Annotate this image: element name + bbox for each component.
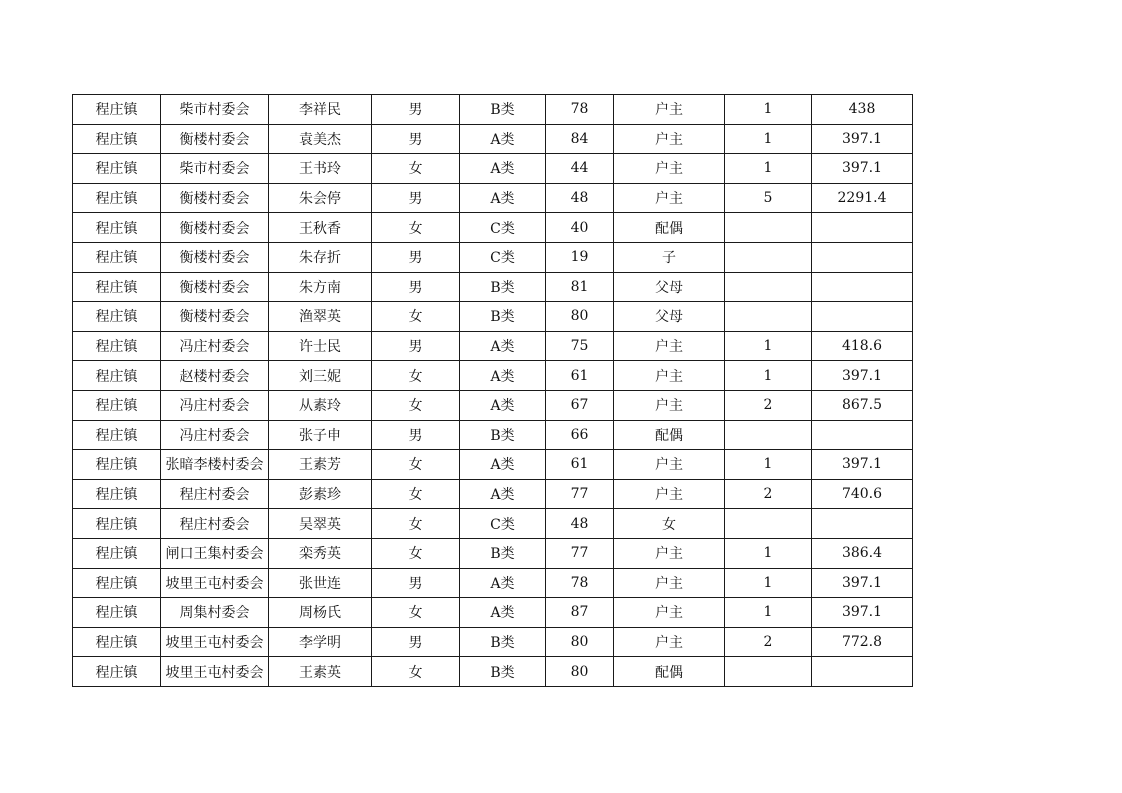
category-cell: B类: [460, 657, 546, 687]
age-cell: 48: [546, 183, 614, 213]
household-size-cell: [725, 213, 812, 243]
town-cell: 程庄镇: [73, 183, 161, 213]
amount-cell: 438: [812, 95, 913, 125]
gender-cell: 女: [372, 213, 460, 243]
category-cell: A类: [460, 390, 546, 420]
amount-cell: [812, 509, 913, 539]
town-cell: 程庄镇: [73, 154, 161, 184]
category-cell: A类: [460, 479, 546, 509]
household-size-cell: 1: [725, 154, 812, 184]
name-cell: 朱方南: [269, 272, 372, 302]
table-row: [73, 95, 913, 125]
gender-cell: 男: [372, 95, 460, 125]
age-cell: 80: [546, 302, 614, 332]
village-committee-cell: 程庄村委会: [161, 509, 269, 539]
village-committee-cell: 坡里王屯村委会: [161, 657, 269, 687]
town-cell: 程庄镇: [73, 361, 161, 391]
gender-cell: 男: [372, 272, 460, 302]
table-row: [73, 154, 913, 184]
relation-cell: 户主: [614, 450, 725, 480]
town-cell: 程庄镇: [73, 479, 161, 509]
town-cell: 程庄镇: [73, 331, 161, 361]
table-row: [73, 272, 913, 302]
age-cell: 78: [546, 568, 614, 598]
household-size-cell: 1: [725, 331, 812, 361]
category-cell: A类: [460, 183, 546, 213]
town-cell: 程庄镇: [73, 509, 161, 539]
age-cell: 61: [546, 450, 614, 480]
name-cell: 从素玲: [269, 390, 372, 420]
relation-cell: 户主: [614, 331, 725, 361]
village-committee-cell: 冯庄村委会: [161, 390, 269, 420]
town-cell: 程庄镇: [73, 95, 161, 125]
name-cell: 李学明: [269, 627, 372, 657]
town-cell: 程庄镇: [73, 598, 161, 628]
gender-cell: 女: [372, 479, 460, 509]
category-cell: B类: [460, 627, 546, 657]
relation-cell: 户主: [614, 479, 725, 509]
age-cell: 78: [546, 95, 614, 125]
table-row: [73, 242, 913, 272]
village-committee-cell: 张暗李楼村委会: [161, 450, 269, 480]
town-cell: 程庄镇: [73, 420, 161, 450]
village-committee-cell: 冯庄村委会: [161, 331, 269, 361]
household-size-cell: [725, 420, 812, 450]
relation-cell: 户主: [614, 598, 725, 628]
category-cell: A类: [460, 124, 546, 154]
table-row: [73, 538, 913, 568]
town-cell: 程庄镇: [73, 627, 161, 657]
village-committee-cell: 衡楼村委会: [161, 302, 269, 332]
table-row: [73, 420, 913, 450]
household-size-cell: 1: [725, 568, 812, 598]
household-size-cell: 1: [725, 361, 812, 391]
table-row: [73, 183, 913, 213]
relation-cell: 户主: [614, 361, 725, 391]
gender-cell: 女: [372, 361, 460, 391]
category-cell: A类: [460, 598, 546, 628]
table-row: [73, 598, 913, 628]
household-size-cell: 2: [725, 479, 812, 509]
village-committee-cell: 坡里王屯村委会: [161, 568, 269, 598]
village-committee-cell: 周集村委会: [161, 598, 269, 628]
relation-cell: 户主: [614, 390, 725, 420]
village-committee-cell: 衡楼村委会: [161, 242, 269, 272]
relation-cell: 户主: [614, 538, 725, 568]
table-row: [73, 124, 913, 154]
amount-cell: [812, 213, 913, 243]
household-size-cell: 1: [725, 598, 812, 628]
relation-cell: 户主: [614, 95, 725, 125]
table-row: [73, 627, 913, 657]
town-cell: 程庄镇: [73, 450, 161, 480]
amount-cell: 2291.4: [812, 183, 913, 213]
amount-cell: 397.1: [812, 568, 913, 598]
age-cell: 48: [546, 509, 614, 539]
name-cell: 吴翠英: [269, 509, 372, 539]
village-committee-cell: 柴市村委会: [161, 154, 269, 184]
village-committee-cell: 冯庄村委会: [161, 420, 269, 450]
gender-cell: 男: [372, 627, 460, 657]
table-row: [73, 213, 913, 243]
table-row: [73, 361, 913, 391]
name-cell: 朱会停: [269, 183, 372, 213]
name-cell: 袁美杰: [269, 124, 372, 154]
town-cell: 程庄镇: [73, 272, 161, 302]
category-cell: A类: [460, 568, 546, 598]
village-committee-cell: 程庄村委会: [161, 479, 269, 509]
table-row: [73, 568, 913, 598]
town-cell: 程庄镇: [73, 213, 161, 243]
household-size-cell: 2: [725, 627, 812, 657]
age-cell: 61: [546, 361, 614, 391]
relation-cell: 户主: [614, 627, 725, 657]
age-cell: 77: [546, 479, 614, 509]
village-committee-cell: 坡里王屯村委会: [161, 627, 269, 657]
gender-cell: 女: [372, 450, 460, 480]
amount-cell: 397.1: [812, 361, 913, 391]
category-cell: B类: [460, 420, 546, 450]
household-size-cell: 5: [725, 183, 812, 213]
relation-cell: 户主: [614, 568, 725, 598]
village-committee-cell: 衡楼村委会: [161, 213, 269, 243]
table-row: [73, 302, 913, 332]
village-committee-cell: 赵楼村委会: [161, 361, 269, 391]
age-cell: 81: [546, 272, 614, 302]
relation-cell: 女: [614, 509, 725, 539]
age-cell: 84: [546, 124, 614, 154]
age-cell: 67: [546, 390, 614, 420]
amount-cell: 740.6: [812, 479, 913, 509]
relation-cell: 户主: [614, 154, 725, 184]
name-cell: 周杨氏: [269, 598, 372, 628]
name-cell: 王书玲: [269, 154, 372, 184]
age-cell: 44: [546, 154, 614, 184]
household-size-cell: 1: [725, 95, 812, 125]
gender-cell: 男: [372, 331, 460, 361]
gender-cell: 女: [372, 302, 460, 332]
gender-cell: 男: [372, 124, 460, 154]
name-cell: 王素英: [269, 657, 372, 687]
gender-cell: 女: [372, 509, 460, 539]
relation-cell: 配偶: [614, 420, 725, 450]
amount-cell: 397.1: [812, 124, 913, 154]
town-cell: 程庄镇: [73, 124, 161, 154]
category-cell: B类: [460, 272, 546, 302]
gender-cell: 女: [372, 154, 460, 184]
relation-cell: 户主: [614, 183, 725, 213]
category-cell: B类: [460, 538, 546, 568]
table-row: [73, 390, 913, 420]
amount-cell: [812, 420, 913, 450]
name-cell: 许士民: [269, 331, 372, 361]
amount-cell: [812, 242, 913, 272]
age-cell: 40: [546, 213, 614, 243]
amount-cell: 867.5: [812, 390, 913, 420]
table-row: [73, 509, 913, 539]
category-cell: B类: [460, 95, 546, 125]
records-table: [72, 94, 913, 687]
age-cell: 66: [546, 420, 614, 450]
relation-cell: 父母: [614, 272, 725, 302]
age-cell: 80: [546, 627, 614, 657]
age-cell: 80: [546, 657, 614, 687]
category-cell: A类: [460, 154, 546, 184]
amount-cell: [812, 302, 913, 332]
records-table-body: [73, 95, 913, 687]
gender-cell: 女: [372, 598, 460, 628]
amount-cell: [812, 272, 913, 302]
town-cell: 程庄镇: [73, 538, 161, 568]
gender-cell: 男: [372, 420, 460, 450]
name-cell: 张世连: [269, 568, 372, 598]
name-cell: 刘三妮: [269, 361, 372, 391]
relation-cell: 配偶: [614, 657, 725, 687]
age-cell: 77: [546, 538, 614, 568]
age-cell: 75: [546, 331, 614, 361]
category-cell: A类: [460, 361, 546, 391]
gender-cell: 男: [372, 568, 460, 598]
name-cell: 渔翠英: [269, 302, 372, 332]
household-size-cell: [725, 302, 812, 332]
age-cell: 19: [546, 242, 614, 272]
age-cell: 87: [546, 598, 614, 628]
category-cell: B类: [460, 302, 546, 332]
name-cell: 王素芳: [269, 450, 372, 480]
name-cell: 朱存折: [269, 242, 372, 272]
amount-cell: [812, 657, 913, 687]
household-size-cell: [725, 242, 812, 272]
category-cell: A类: [460, 450, 546, 480]
name-cell: 张子申: [269, 420, 372, 450]
village-committee-cell: 衡楼村委会: [161, 183, 269, 213]
amount-cell: 772.8: [812, 627, 913, 657]
table-row: [73, 479, 913, 509]
household-size-cell: 1: [725, 450, 812, 480]
category-cell: C类: [460, 242, 546, 272]
gender-cell: 女: [372, 538, 460, 568]
category-cell: A类: [460, 331, 546, 361]
household-size-cell: 1: [725, 538, 812, 568]
table-row: [73, 331, 913, 361]
amount-cell: 397.1: [812, 450, 913, 480]
village-committee-cell: 柴市村委会: [161, 95, 269, 125]
village-committee-cell: 闸口王集村委会: [161, 538, 269, 568]
name-cell: 彭素珍: [269, 479, 372, 509]
gender-cell: 女: [372, 390, 460, 420]
relation-cell: 户主: [614, 124, 725, 154]
amount-cell: 397.1: [812, 598, 913, 628]
relation-cell: 配偶: [614, 213, 725, 243]
household-size-cell: [725, 509, 812, 539]
household-size-cell: [725, 657, 812, 687]
gender-cell: 男: [372, 183, 460, 213]
town-cell: 程庄镇: [73, 390, 161, 420]
amount-cell: 386.4: [812, 538, 913, 568]
amount-cell: 397.1: [812, 154, 913, 184]
category-cell: C类: [460, 213, 546, 243]
table-row: [73, 450, 913, 480]
village-committee-cell: 衡楼村委会: [161, 124, 269, 154]
name-cell: 李祥民: [269, 95, 372, 125]
table-row: [73, 657, 913, 687]
town-cell: 程庄镇: [73, 657, 161, 687]
category-cell: C类: [460, 509, 546, 539]
gender-cell: 男: [372, 242, 460, 272]
gender-cell: 女: [372, 657, 460, 687]
town-cell: 程庄镇: [73, 302, 161, 332]
household-size-cell: [725, 272, 812, 302]
name-cell: 栾秀英: [269, 538, 372, 568]
household-size-cell: 1: [725, 124, 812, 154]
relation-cell: 子: [614, 242, 725, 272]
household-size-cell: 2: [725, 390, 812, 420]
amount-cell: 418.6: [812, 331, 913, 361]
village-committee-cell: 衡楼村委会: [161, 272, 269, 302]
town-cell: 程庄镇: [73, 242, 161, 272]
relation-cell: 父母: [614, 302, 725, 332]
name-cell: 王秋香: [269, 213, 372, 243]
town-cell: 程庄镇: [73, 568, 161, 598]
